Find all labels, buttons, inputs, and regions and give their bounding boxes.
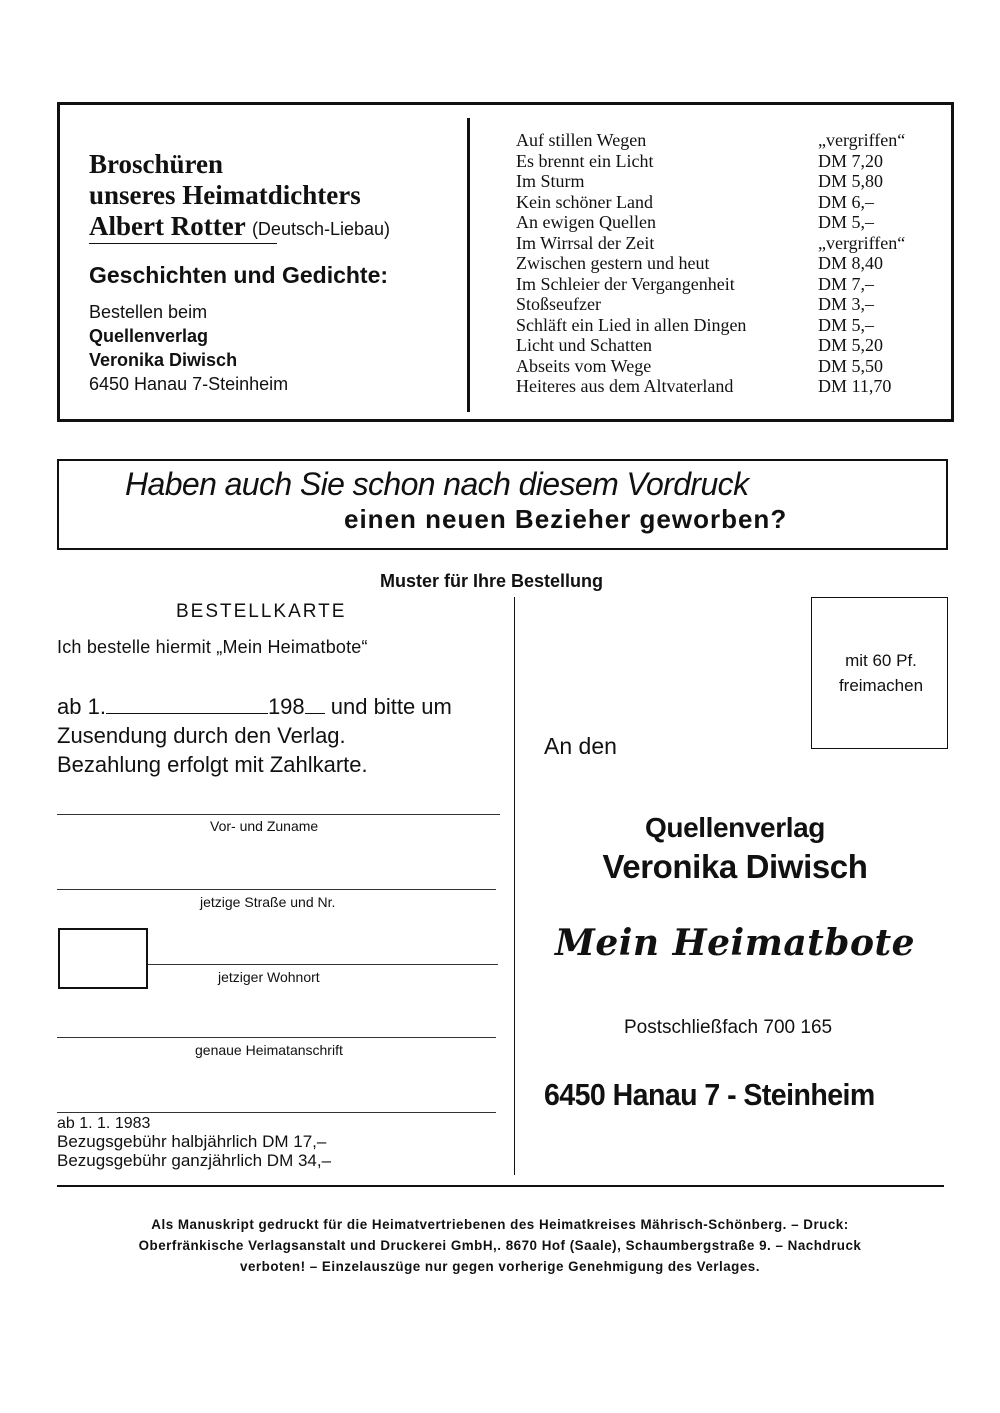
start-date-line	[57, 692, 452, 721]
book-title: Licht und Schatten	[516, 335, 652, 355]
year-prefix: 198	[267, 694, 305, 719]
postcode-box[interactable]	[58, 928, 148, 989]
imprint-line-3: verboten! – Einzelauszüge nur gegen vorherige Genehmigung des Verlages.	[240, 1259, 760, 1274]
stamp-line-2: freimachen	[838, 676, 924, 695]
home-address-label: genaue Heimatanschrift	[195, 1042, 343, 1058]
book-row	[516, 294, 936, 315]
brochure-author: Albert Rotter	[89, 211, 246, 241]
imprint	[60, 1214, 940, 1277]
brochure-author-origin: (Deutsch-Liebau)	[251, 219, 391, 239]
brochure-author-line	[89, 211, 390, 245]
book-row	[516, 315, 936, 336]
book-title: Kein schöner Land	[516, 191, 653, 212]
publisher-line-1: Quellenverlag	[89, 326, 209, 346]
book-price: DM 7,20	[818, 150, 884, 171]
book-row	[516, 253, 936, 274]
book-price: DM 5,50	[818, 355, 884, 376]
book-price: DM 3,–	[818, 294, 875, 314]
payment-line: Bezahlung erfolgt mit Zahlkarte.	[57, 752, 368, 777]
book-price: „vergriffen“	[818, 130, 906, 150]
publisher-address: 6450 Hanau 7-Steinheim	[89, 374, 289, 394]
stamp-text	[811, 648, 951, 698]
delivery-line: Zusendung durch den Verlag.	[57, 723, 346, 748]
street-label: jetzige Straße und Nr.	[200, 894, 336, 910]
recipient-pobox: Postschließfach 700 165	[624, 1017, 833, 1038]
start-prefix: ab 1.	[57, 694, 106, 719]
book-title: Es brennt ein Licht	[516, 150, 654, 171]
order-line: Ich bestelle hiermit „Mein Heimatbote“	[57, 637, 368, 657]
book-price: DM 5,20	[818, 335, 884, 355]
book-title: Im Wirrsal der Zeit	[516, 232, 655, 253]
start-suffix: und bitte um	[330, 694, 452, 719]
start-day-blank[interactable]	[106, 695, 268, 714]
card-heading: Muster für Ihre Bestellung	[380, 571, 604, 591]
book-row	[516, 171, 936, 192]
book-price: DM 5,–	[818, 212, 875, 232]
book-title: Auf stillen Wegen	[516, 130, 647, 150]
brochure-heading-1: Broschüren	[89, 149, 224, 179]
recipient-city: 6450 Hanau 7 - Steinheim	[544, 1077, 875, 1112]
book-title: Zwischen gestern und heut	[516, 253, 710, 273]
name-field[interactable]	[57, 814, 500, 815]
book-row	[516, 335, 936, 356]
book-price: DM 6,–	[818, 191, 875, 212]
fee-half-year: Bezugsgebühr halbjährlich DM 17,–	[57, 1132, 327, 1151]
book-title: Im Sturm	[516, 171, 585, 191]
book-price: „vergriffen“	[818, 232, 906, 253]
banner-line-2: einen neuen Bezieher geworben?	[344, 504, 788, 534]
book-title: Heiteres aus dem Altvaterland	[516, 376, 734, 396]
book-price: DM 5,80	[818, 171, 884, 191]
book-price: DM 8,40	[818, 253, 884, 273]
book-row	[516, 130, 936, 151]
book-price: DM 7,–	[818, 273, 875, 294]
book-row	[516, 376, 936, 397]
stamp-line-1: mit 60 Pf.	[845, 651, 917, 670]
book-row	[516, 356, 936, 377]
footer-rule	[57, 1185, 944, 1187]
brochure-heading-2: unseres Heimatdichters	[89, 180, 361, 210]
recipient-to: An den	[544, 733, 617, 759]
imprint-line-2: Oberfränkische Verlagsanstalt und Druckerei GmbH,. 8670 Hof (Saale), Schaumbergstraße 9. – Nachdruck	[138, 1238, 862, 1253]
book-row	[516, 151, 936, 172]
home-address-field[interactable]	[57, 1037, 496, 1038]
order-intro: Bestellen beim	[89, 302, 208, 322]
heimatbote-logo: Mein Heimatbote	[555, 922, 915, 964]
year-blank[interactable]	[305, 695, 325, 714]
recipient-name-2: Veronika Diwisch	[602, 848, 868, 885]
book-price: DM 11,70	[818, 376, 892, 396]
book-row	[516, 212, 936, 233]
brochure-divider	[467, 118, 470, 412]
street-field[interactable]	[57, 889, 496, 890]
brochure-subtitle: Geschichten und Gedichte:	[89, 262, 389, 288]
book-title: Abseits vom Wege	[516, 355, 652, 376]
book-price: DM 5,–	[818, 314, 875, 335]
card-title: BESTELLKARTE	[176, 601, 347, 622]
book-row	[516, 192, 936, 213]
publisher-line-2: Veronika Diwisch	[89, 350, 238, 370]
card-divider	[514, 597, 515, 1175]
book-title: Stoßseufzer	[516, 294, 601, 314]
city-field[interactable]	[148, 964, 498, 965]
banner-line-1: Haben auch Sie schon nach diesem Vordruck	[125, 466, 749, 502]
fee-info	[57, 1115, 331, 1170]
fee-date: ab 1. 1. 1983	[57, 1115, 151, 1132]
name-label: Vor- und Zuname	[210, 818, 319, 834]
book-row	[516, 274, 936, 295]
city-label: jetziger Wohnort	[218, 969, 320, 985]
book-title: An ewigen Quellen	[516, 212, 656, 232]
fee-full-year: Bezugsgebühr ganzjährlich DM 34,–	[57, 1151, 332, 1170]
imprint-line-1: Als Manuskript gedruckt für die Heimatvertriebenen des Heimatkreises Mährisch-Schönberg. – Druck:	[151, 1217, 849, 1232]
author-underline	[89, 243, 277, 244]
recipient-name-1: Quellenverlag	[645, 812, 825, 843]
signature-line[interactable]	[57, 1112, 496, 1113]
book-row	[516, 233, 936, 254]
book-title: Schläft ein Lied in allen Dingen	[516, 314, 747, 335]
book-title: Im Schleier der Vergangenheit	[516, 273, 735, 294]
